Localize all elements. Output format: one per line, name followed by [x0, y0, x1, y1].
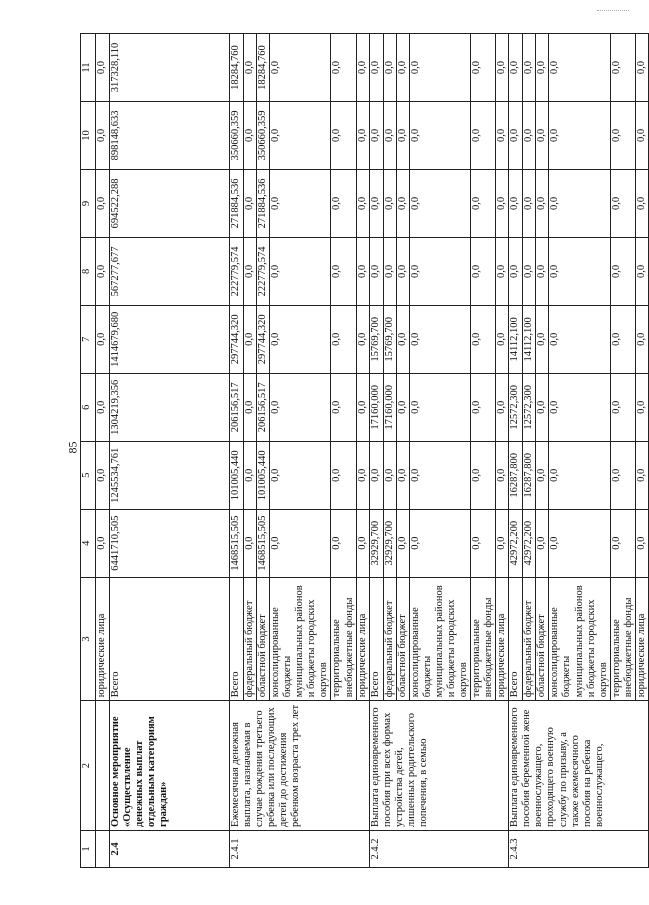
- value-cell: 0,0: [549, 102, 610, 170]
- table-row: [96, 34, 110, 868]
- measure-code: 2.4: [110, 830, 230, 867]
- value-cell: 0,0: [635, 305, 648, 373]
- value-cell: 0,0: [536, 305, 549, 373]
- value-cell: 0,0: [369, 102, 383, 170]
- value-cell: 0,0: [244, 509, 257, 577]
- value-cell: 1414679,680: [110, 305, 230, 373]
- value-cell: 0,0: [331, 373, 356, 441]
- value-cell: 101005,440: [257, 441, 270, 509]
- value-cell: 0,0: [331, 169, 356, 237]
- value-cell: 15769,700: [383, 305, 396, 373]
- value-cell: 0,0: [331, 34, 356, 102]
- group-2-4-3: [509, 34, 649, 868]
- funding-table: [80, 33, 649, 868]
- source-cell: Всего: [230, 577, 244, 701]
- header-cell: 5: [81, 441, 96, 509]
- value-cell: 0,0: [244, 305, 257, 373]
- value-cell: 0,0: [496, 102, 509, 170]
- value-cell: 0,0: [536, 237, 549, 305]
- header-cell: 3: [81, 577, 96, 701]
- value-cell: 0,0: [96, 441, 110, 509]
- value-cell: 101005,440: [230, 441, 244, 509]
- value-cell: 16287,800: [509, 441, 523, 509]
- value-cell: 0,0: [635, 441, 648, 509]
- value-cell: 12572,300: [509, 373, 523, 441]
- value-cell: 0,0: [331, 102, 356, 170]
- value-cell: 0,0: [536, 169, 549, 237]
- value-cell: 0,0: [369, 169, 383, 237]
- table-row: [369, 34, 383, 868]
- value-cell: 0,0: [409, 237, 470, 305]
- value-cell: 0,0: [409, 102, 470, 170]
- value-cell: 0,0: [523, 169, 536, 237]
- value-cell: 0,0: [409, 305, 470, 373]
- value-cell: 0,0: [270, 373, 331, 441]
- value-cell: 0,0: [383, 102, 396, 170]
- value-cell: 32929,700: [383, 509, 396, 577]
- value-cell: 222779,574: [257, 237, 270, 305]
- value-cell: 0,0: [409, 169, 470, 237]
- value-cell: 0,0: [356, 373, 369, 441]
- value-cell: 206156,517: [257, 373, 270, 441]
- value-cell: 0,0: [244, 373, 257, 441]
- scan-artifact: [597, 10, 629, 12]
- value-cell: 0,0: [409, 441, 470, 509]
- value-cell: 0,0: [356, 509, 369, 577]
- value-cell: 0,0: [96, 305, 110, 373]
- value-cell: 0,0: [549, 169, 610, 237]
- header-cell: 10: [81, 102, 96, 170]
- source-cell: юридические лица: [96, 577, 110, 701]
- value-cell: 0,0: [396, 237, 409, 305]
- value-cell: 0,0: [396, 305, 409, 373]
- value-cell: 297744,320: [230, 305, 244, 373]
- value-cell: 0,0: [610, 34, 635, 102]
- item-name: Ежемесячная денежная выплата, назначаемая в случае рождения третьего ребенка или последующих детей до достижения ребенком возраста трех лет: [230, 701, 370, 831]
- value-cell: 16287,800: [523, 441, 536, 509]
- table-row: [110, 34, 230, 868]
- value-cell: 567277,677: [110, 237, 230, 305]
- value-cell: 0,0: [96, 237, 110, 305]
- value-cell: 0,0: [356, 441, 369, 509]
- value-cell: 1468515,505: [257, 509, 270, 577]
- value-cell: 271884,536: [257, 169, 270, 237]
- value-cell: 0,0: [409, 34, 470, 102]
- value-cell: 0,0: [96, 102, 110, 170]
- group-2-4-1: [230, 34, 370, 868]
- header-row: [81, 34, 96, 868]
- code-cell-empty: [96, 830, 110, 867]
- rotated-table-container: [80, 33, 647, 868]
- item-code: 2.4.2: [369, 830, 509, 867]
- header-cell: 1: [81, 830, 96, 867]
- value-cell: 0,0: [496, 373, 509, 441]
- source-cell: областной бюджет: [257, 577, 270, 701]
- value-cell: 0,0: [383, 237, 396, 305]
- item-name: Выплата единовременного пособия при всех формах устройства детей, лишенных родительского попечения, в семью: [369, 701, 509, 831]
- source-cell: территориальные внебюджетные фонды: [331, 577, 356, 701]
- source-cell: областной бюджет: [396, 577, 409, 701]
- value-cell: 0,0: [270, 169, 331, 237]
- value-cell: 0,0: [383, 169, 396, 237]
- source-cell: консолидированные бюджеты муниципальных районов и бюджеты городских округов: [270, 577, 331, 701]
- measure-name: Основное мероприятие «Осуществление денежных выплат отдельным категориям граждан»: [110, 701, 230, 831]
- value-cell: 222779,574: [230, 237, 244, 305]
- value-cell: 0,0: [396, 509, 409, 577]
- value-cell: 350660,359: [257, 102, 270, 170]
- value-cell: 0,0: [549, 373, 610, 441]
- value-cell: 0,0: [244, 102, 257, 170]
- table-row: [230, 34, 244, 868]
- value-cell: 1468515,505: [230, 509, 244, 577]
- source-cell: областной бюджет: [536, 577, 549, 701]
- source-cell: Всего: [509, 577, 523, 701]
- value-cell: 206156,517: [230, 373, 244, 441]
- value-cell: 0,0: [496, 441, 509, 509]
- group-2-4-2: [369, 34, 509, 868]
- value-cell: 0,0: [331, 509, 356, 577]
- value-cell: 271884,536: [230, 169, 244, 237]
- value-cell: 1304219,356: [110, 373, 230, 441]
- value-cell: 0,0: [509, 34, 523, 102]
- value-cell: 0,0: [331, 441, 356, 509]
- value-cell: 0,0: [396, 169, 409, 237]
- value-cell: 0,0: [635, 509, 648, 577]
- value-cell: 0,0: [635, 237, 648, 305]
- value-cell: 0,0: [471, 102, 496, 170]
- value-cell: 0,0: [396, 102, 409, 170]
- value-cell: 0,0: [610, 305, 635, 373]
- value-cell: 0,0: [496, 305, 509, 373]
- header-cell: 6: [81, 373, 96, 441]
- value-cell: 0,0: [549, 305, 610, 373]
- value-cell: 0,0: [471, 373, 496, 441]
- source-cell: юридические лица: [356, 577, 369, 701]
- value-cell: 18284,760: [257, 34, 270, 102]
- value-cell: 6441710,505: [110, 509, 230, 577]
- value-cell: 0,0: [635, 373, 648, 441]
- source-cell: Всего: [110, 577, 230, 701]
- value-cell: 0,0: [270, 237, 331, 305]
- value-cell: 0,0: [610, 237, 635, 305]
- item-code: 2.4.3: [509, 830, 649, 867]
- value-cell: 0,0: [471, 441, 496, 509]
- value-cell: 0,0: [610, 441, 635, 509]
- header-cell: 2: [81, 701, 96, 831]
- name-cell-empty: [96, 701, 110, 831]
- value-cell: 1245534,761: [110, 441, 230, 509]
- value-cell: 0,0: [356, 305, 369, 373]
- value-cell: 0,0: [331, 305, 356, 373]
- value-cell: 0,0: [509, 237, 523, 305]
- value-cell: 0,0: [396, 34, 409, 102]
- value-cell: 0,0: [610, 509, 635, 577]
- value-cell: 0,0: [471, 34, 496, 102]
- value-cell: 0,0: [471, 169, 496, 237]
- value-cell: 0,0: [496, 169, 509, 237]
- value-cell: 0,0: [369, 237, 383, 305]
- page-number: 85: [65, 441, 80, 454]
- value-cell: 15769,700: [369, 305, 383, 373]
- value-cell: 0,0: [96, 509, 110, 577]
- header-cell: 9: [81, 169, 96, 237]
- source-cell: юридические лица: [635, 577, 648, 701]
- header-cell: 4: [81, 509, 96, 577]
- value-cell: 0,0: [270, 441, 331, 509]
- value-cell: 898148,633: [110, 102, 230, 170]
- value-cell: 0,0: [496, 509, 509, 577]
- value-cell: 0,0: [244, 441, 257, 509]
- value-cell: 42972,200: [523, 509, 536, 577]
- value-cell: 0,0: [244, 34, 257, 102]
- value-cell: 0,0: [409, 509, 470, 577]
- value-cell: 0,0: [356, 102, 369, 170]
- value-cell: 12572,300: [523, 373, 536, 441]
- value-cell: 17160,000: [369, 373, 383, 441]
- value-cell: 0,0: [635, 169, 648, 237]
- value-cell: 0,0: [471, 305, 496, 373]
- value-cell: 0,0: [356, 169, 369, 237]
- value-cell: 0,0: [523, 102, 536, 170]
- value-cell: 0,0: [356, 237, 369, 305]
- value-cell: 14112,100: [509, 305, 523, 373]
- source-cell: федеральный бюджет: [523, 577, 536, 701]
- table-row: [509, 34, 523, 868]
- value-cell: 17160,000: [383, 373, 396, 441]
- source-cell: территориальные внебюджетные фонды: [471, 577, 496, 701]
- source-cell: консолидированные бюджеты муниципальных районов и бюджеты городских округов: [409, 577, 470, 701]
- source-cell: территориальные внебюджетные фонды: [610, 577, 635, 701]
- source-cell: консолидированные бюджеты муниципальных районов и бюджеты городских округов: [549, 577, 610, 701]
- value-cell: 0,0: [356, 34, 369, 102]
- value-cell: 0,0: [523, 34, 536, 102]
- value-cell: 0,0: [509, 102, 523, 170]
- header-cell: 8: [81, 237, 96, 305]
- value-cell: 0,0: [96, 34, 110, 102]
- value-cell: 0,0: [96, 169, 110, 237]
- value-cell: 0,0: [383, 34, 396, 102]
- value-cell: 0,0: [471, 237, 496, 305]
- value-cell: 0,0: [635, 34, 648, 102]
- value-cell: 317328,110: [110, 34, 230, 102]
- value-cell: 18284,760: [230, 34, 244, 102]
- value-cell: 0,0: [396, 373, 409, 441]
- value-cell: 0,0: [610, 102, 635, 170]
- value-cell: 14112,100: [523, 305, 536, 373]
- value-cell: 0,0: [635, 102, 648, 170]
- value-cell: 0,0: [509, 169, 523, 237]
- source-cell: федеральный бюджет: [383, 577, 396, 701]
- value-cell: 0,0: [610, 373, 635, 441]
- value-cell: 0,0: [331, 237, 356, 305]
- value-cell: 0,0: [270, 509, 331, 577]
- source-cell: Всего: [369, 577, 383, 701]
- value-cell: 0,0: [96, 373, 110, 441]
- value-cell: 0,0: [536, 441, 549, 509]
- value-cell: 0,0: [496, 237, 509, 305]
- value-cell: 0,0: [244, 237, 257, 305]
- value-cell: 0,0: [270, 305, 331, 373]
- item-name: Выплата единовременного пособия беременной жене военнослужащего, проходящего военную службу по призыву, а также ежемесячного пособия на ребенка военнослужащего,: [509, 701, 649, 831]
- value-cell: 0,0: [496, 34, 509, 102]
- header-cell: 7: [81, 305, 96, 373]
- value-cell: 0,0: [270, 102, 331, 170]
- value-cell: 694522,288: [110, 169, 230, 237]
- value-cell: 297744,320: [257, 305, 270, 373]
- value-cell: 0,0: [536, 34, 549, 102]
- value-cell: 0,0: [610, 169, 635, 237]
- value-cell: 0,0: [549, 237, 610, 305]
- value-cell: 0,0: [549, 509, 610, 577]
- value-cell: 0,0: [383, 441, 396, 509]
- value-cell: 0,0: [536, 509, 549, 577]
- value-cell: 0,0: [523, 237, 536, 305]
- source-cell: юридические лица: [496, 577, 509, 701]
- source-cell: федеральный бюджет: [244, 577, 257, 701]
- value-cell: 0,0: [270, 34, 331, 102]
- value-cell: 0,0: [536, 102, 549, 170]
- value-cell: 0,0: [369, 34, 383, 102]
- value-cell: 0,0: [244, 169, 257, 237]
- value-cell: 0,0: [536, 373, 549, 441]
- value-cell: 0,0: [396, 441, 409, 509]
- value-cell: 0,0: [549, 34, 610, 102]
- value-cell: 0,0: [549, 441, 610, 509]
- value-cell: 0,0: [369, 441, 383, 509]
- value-cell: 350660,359: [230, 102, 244, 170]
- value-cell: 42972,200: [509, 509, 523, 577]
- header-cell: 11: [81, 34, 96, 102]
- value-cell: 32929,700: [369, 509, 383, 577]
- value-cell: 0,0: [471, 509, 496, 577]
- item-code: 2.4.1: [230, 830, 370, 867]
- value-cell: 0,0: [409, 373, 470, 441]
